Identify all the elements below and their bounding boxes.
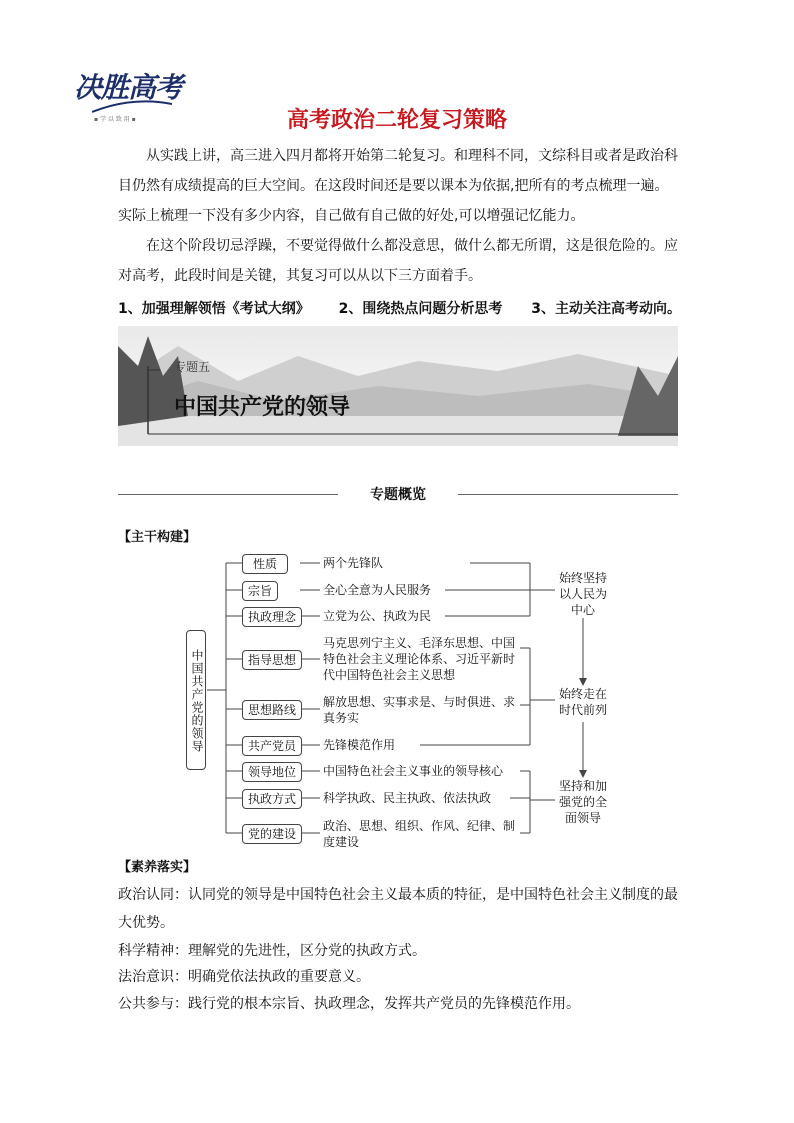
logo-tagline: ▪ 学 以 致 用 ▪ — [94, 116, 136, 123]
literacy-item-4: 公共参与：践行党的根本宗旨、执政理念，发挥共产党员的先锋模范作用。 — [118, 996, 580, 1012]
banner-title: 中国共产党的领导 — [174, 395, 351, 420]
desc-zhidao-sixiang: 马克思列宁主义、毛泽东思想、中国特色社会主义理论体系、习近平新时代中国特色社会主义思想 — [323, 636, 516, 682]
node-zongzhi: 宗旨 — [242, 581, 278, 601]
node-dang-jianshe: 党的建设 — [242, 824, 302, 844]
node-zhidao-sixiang: 指导思想 — [242, 650, 302, 670]
node-lingdao-diwei: 领导地位 — [242, 762, 302, 782]
conclusion-2: 始终走在时代前列 — [558, 687, 607, 717]
desc-dang-jianshe: 政治、思想、组织、作风、纪律、制度建设 — [323, 819, 516, 849]
point-1: 1、加强理解领悟《考试大纲》 — [118, 301, 310, 317]
desc-zhizheng-linian: 立党为公、执政为民 — [323, 609, 432, 623]
literacy-item-3: 法治意识：明确党依法执政的重要意义。 — [118, 969, 370, 985]
framework-label: 【主干构建】 — [118, 530, 197, 545]
conclusion-1: 始终坚持以人民为中心 — [558, 571, 607, 617]
section-heading-text: 专题概览 — [370, 487, 426, 503]
literacy-item-1: 政治认同：认同党的领导是中国特色社会主义最本质的特征，是中国特色社会主义制度的最大优势。 — [118, 887, 678, 931]
point-2: 2、围绕热点问题分析思考 — [338, 301, 503, 317]
node-xingzhi: 性质 — [242, 554, 288, 574]
literacy-label: 【素养落实】 — [118, 860, 197, 875]
root-node: 中国共产党的领导 — [186, 630, 206, 770]
intro-paragraph-1: 从实践上讲，高三进入四月都将开始第二轮复习。和理科不同，文综科目或者是政治科目仍然有成绩提高的巨大空间。在这段时间还是要以课本为依据,把所有的考点梳理一遍。实际上梳理一下没有多少内容，自己做有自己做的好处,可以增强记忆能力。 — [118, 148, 678, 224]
node-gongchan-dangyuan: 共产党员 — [242, 736, 302, 756]
node-zhizheng-fangshi: 执政方式 — [242, 789, 302, 809]
conclusion-3: 坚持和加强党的全面领导 — [558, 779, 607, 825]
intro-paragraph-2: 在这个阶段切忌浮躁，不要觉得做什么都没意思，做什么都无所谓，这是很危险的。应对高考，此段时间是关键，其复习可以从以下三方面着手。 — [118, 238, 678, 284]
logo-text: 决胜高考 — [74, 71, 183, 104]
literacy-item-2: 科学精神：理解党的先进性，区分党的执政方式。 — [118, 943, 426, 959]
page-title: 高考政治二轮复习策略 — [286, 108, 507, 133]
desc-zongzhi: 全心全意为人民服务 — [323, 583, 432, 597]
node-zhizheng-linian: 执政理念 — [242, 607, 302, 627]
node-sixiang-luxian: 思想路线 — [242, 700, 302, 720]
desc-zhizheng-fangshi: 科学执政、民主执政、依法执政 — [323, 791, 492, 805]
banner-label: 专题五 — [174, 360, 211, 374]
desc-xingzhi: 两个先锋队 — [323, 556, 384, 570]
desc-gongchan-dangyuan: 先锋模范作用 — [323, 738, 396, 752]
desc-lingdao-diwei: 中国特色社会主义事业的领导核心 — [323, 764, 504, 778]
desc-sixiang-luxian: 解放思想、实事求是、与时俱进、求真务实 — [323, 695, 516, 725]
point-3: 3、主动关注高考动向。 — [531, 301, 681, 317]
